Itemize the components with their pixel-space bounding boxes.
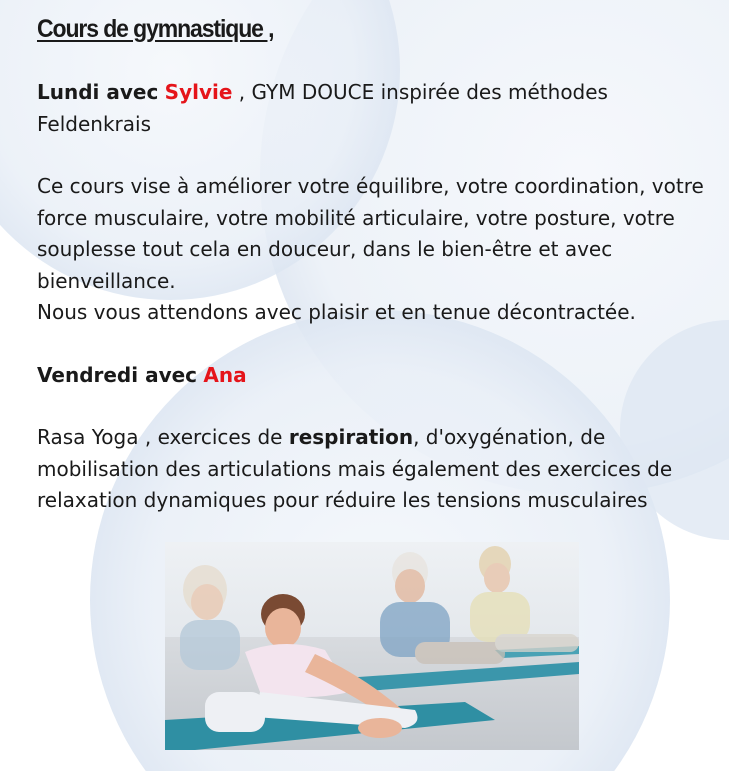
seniors-stretching-on-yoga-mats-photo-icon (165, 542, 579, 750)
vendredi-paragraph (37, 360, 717, 392)
vendredi-day-label: Vendredi avec (37, 362, 198, 387)
lundi-description: , GYM DOUCE inspirée des méthodes Feldenkrais (37, 80, 608, 136)
cours-invitation-line: Nous vous attendons avec plaisir et en tenue décontractée. (37, 300, 636, 324)
seniors-stretching-photo (165, 542, 579, 750)
lundi-day-label: Lundi avec (37, 80, 159, 104)
page-title: Cours de gymnastique , (37, 15, 274, 43)
lundi-teacher-name: Sylvie (164, 80, 233, 104)
rasa-yoga-paragraph (37, 422, 717, 517)
announcement-text (37, 14, 717, 517)
lundi-paragraph (37, 77, 717, 140)
rasa-keyword: respiration (288, 425, 414, 449)
rasa-rest: , d'oxygénation, de mobilisation des articulations mais également des exercices de relaxation dynamiques pour réduire les tensions musculaires (37, 425, 673, 512)
cours-description-line: Ce cours vise à améliorer votre équilibre, votre coordination, votre force musculaire, votre mobilité articulaire, votre posture, votre souplesse tout cela en douceur, dans le bien-être et avec bienveillance. (37, 174, 704, 293)
cours-description-paragraph (37, 171, 717, 329)
rasa-intro: Rasa Yoga , exercices de (37, 425, 289, 449)
vendredi-teacher-name: Ana (203, 362, 247, 387)
